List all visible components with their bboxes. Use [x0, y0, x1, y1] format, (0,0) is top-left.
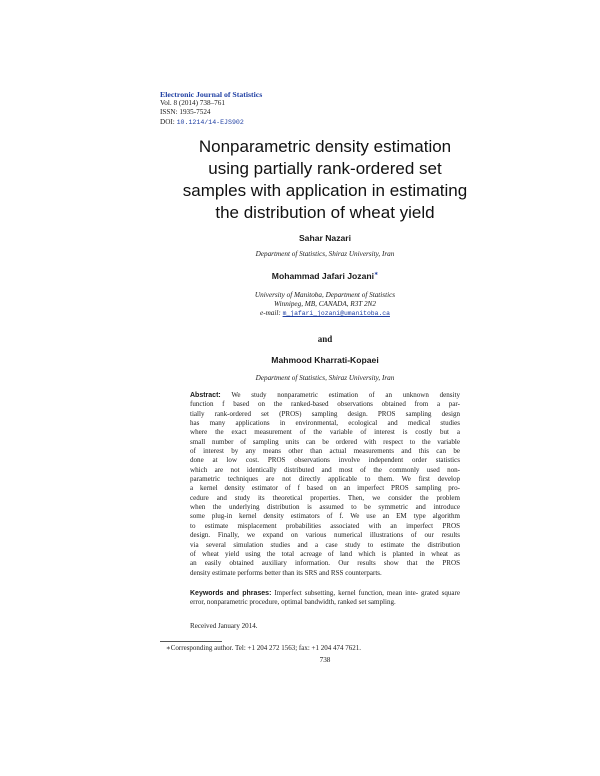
and-separator: and: [317, 334, 333, 344]
abstract-line: Abstract: We study nonparametric estimation of an unknown density: [190, 391, 460, 399]
abstract-line: where the exact measurement of the variable of interest is costly but a: [190, 428, 460, 437]
abstract-line: some plug-in kernel density estimators of f. We use an EM type algorithm: [190, 512, 460, 521]
author-2-affiliation: [160, 291, 490, 318]
journal-name[interactable]: Electronic Journal of Statistics: [160, 90, 263, 99]
title-line: samples with application in estimating: [182, 181, 468, 200]
footnote: ∗Corresponding author. Tel: +1 204 272 1563; fax: +1 204 474 7621.: [166, 644, 361, 652]
journal-volume: Vol. 8 (2014) 738–761: [160, 99, 225, 108]
title-line: the distribution of wheat yield: [215, 203, 435, 222]
doi-label: DOI:: [160, 117, 175, 126]
keywords: [190, 589, 460, 608]
keywords-label: Keywords and phrases:: [190, 590, 272, 597]
email-label: e-mail:: [260, 309, 281, 317]
abstract-line: tially rank-ordered set (PROS) sampling design. PROS sampling design: [190, 409, 460, 418]
title-line: Nonparametric density estimation: [198, 137, 452, 156]
abstract-line: small number of sampling units can be ordered with respect to the variable: [190, 437, 460, 446]
abstract-line: to estimate misplacement probabilities associated with an imperfect PROS: [190, 521, 460, 530]
footnote-rule: [160, 641, 222, 642]
abstract: [190, 391, 460, 578]
abstract-line: via several simulation studies and a case study to estimate the distribution: [190, 540, 460, 549]
author-3-name: Mahmood Kharrati-Kopaei: [271, 355, 379, 365]
abstract-line: of wheat yield using the total acreage of land which is planted in wheat as: [190, 549, 460, 558]
abstract-line: an easily obtained auxiliary information. Our results show that the PROS: [190, 559, 460, 568]
affiliation-line: University of Manitoba, Department of Statistics: [254, 291, 396, 299]
corresponding-marker[interactable]: ∗: [374, 271, 379, 278]
abstract-line: cedure and study its theoretical properties. Then, we consider the problem: [190, 493, 460, 502]
journal-issn: ISSN: 1935-7524: [160, 108, 211, 117]
received-date: Received January 2014.: [190, 622, 258, 630]
abstract-line: which are not identically distributed and most of the commonly used non-: [190, 465, 460, 474]
email-link[interactable]: m_jafari_jozani@umanitoba.ca: [282, 310, 390, 317]
paper-title: [160, 136, 490, 224]
abstract-line: function f based on the ranked-based observations obtained from a par-: [190, 400, 460, 409]
author-1-affiliation: Department of Statistics, Shiraz University, Iran: [255, 250, 395, 258]
abstract-line: density estimate performs better than its SRS and RSS counterparts.: [190, 568, 382, 577]
journal-doi-line: [160, 118, 262, 127]
author-2-name: [160, 271, 490, 281]
email-line: [160, 309, 490, 318]
author-1-name: Sahar Nazari: [298, 233, 352, 243]
abstract-label: Abstract:: [190, 392, 221, 399]
title-line: using partially rank-ordered set: [208, 159, 442, 178]
abstract-line: of interest by any means other than actual measurements and this can be: [190, 447, 460, 456]
author-3-affiliation: Department of Statistics, Shiraz University, Iran: [255, 374, 395, 382]
abstract-line: done at low cost. PROS observations involve independent order statistics: [190, 456, 460, 465]
doi-link[interactable]: 10.1214/14-EJS902: [176, 118, 244, 126]
abstract-line: design. Finally, we expand on various numerical illustrations of our results: [190, 531, 460, 540]
author-2-name-text: Mohammad Jafari Jozani: [271, 271, 374, 281]
abstract-line: parametric techniques are not directly applicable to them. We first develop: [190, 475, 460, 484]
abstract-line: a kernel density estimator of f based on an imperfect PROS sampling pro-: [190, 484, 460, 493]
affiliation-line: Winnipeg, MB, CANADA, R3T 2N2: [274, 300, 376, 308]
journal-header: [160, 90, 262, 127]
page-number: 738: [319, 656, 331, 664]
abstract-line: when the underlying distribution is assumed to be symmetric and introduce: [190, 503, 460, 512]
keywords-text: Imperfect subsetting, kernel function, mean inte- grated square error, nonparametric procedure, optimal bandwidth, ranked set sampling.: [190, 589, 460, 607]
abstract-line: has many applications in environmental, ecological and medical studies: [190, 419, 460, 428]
